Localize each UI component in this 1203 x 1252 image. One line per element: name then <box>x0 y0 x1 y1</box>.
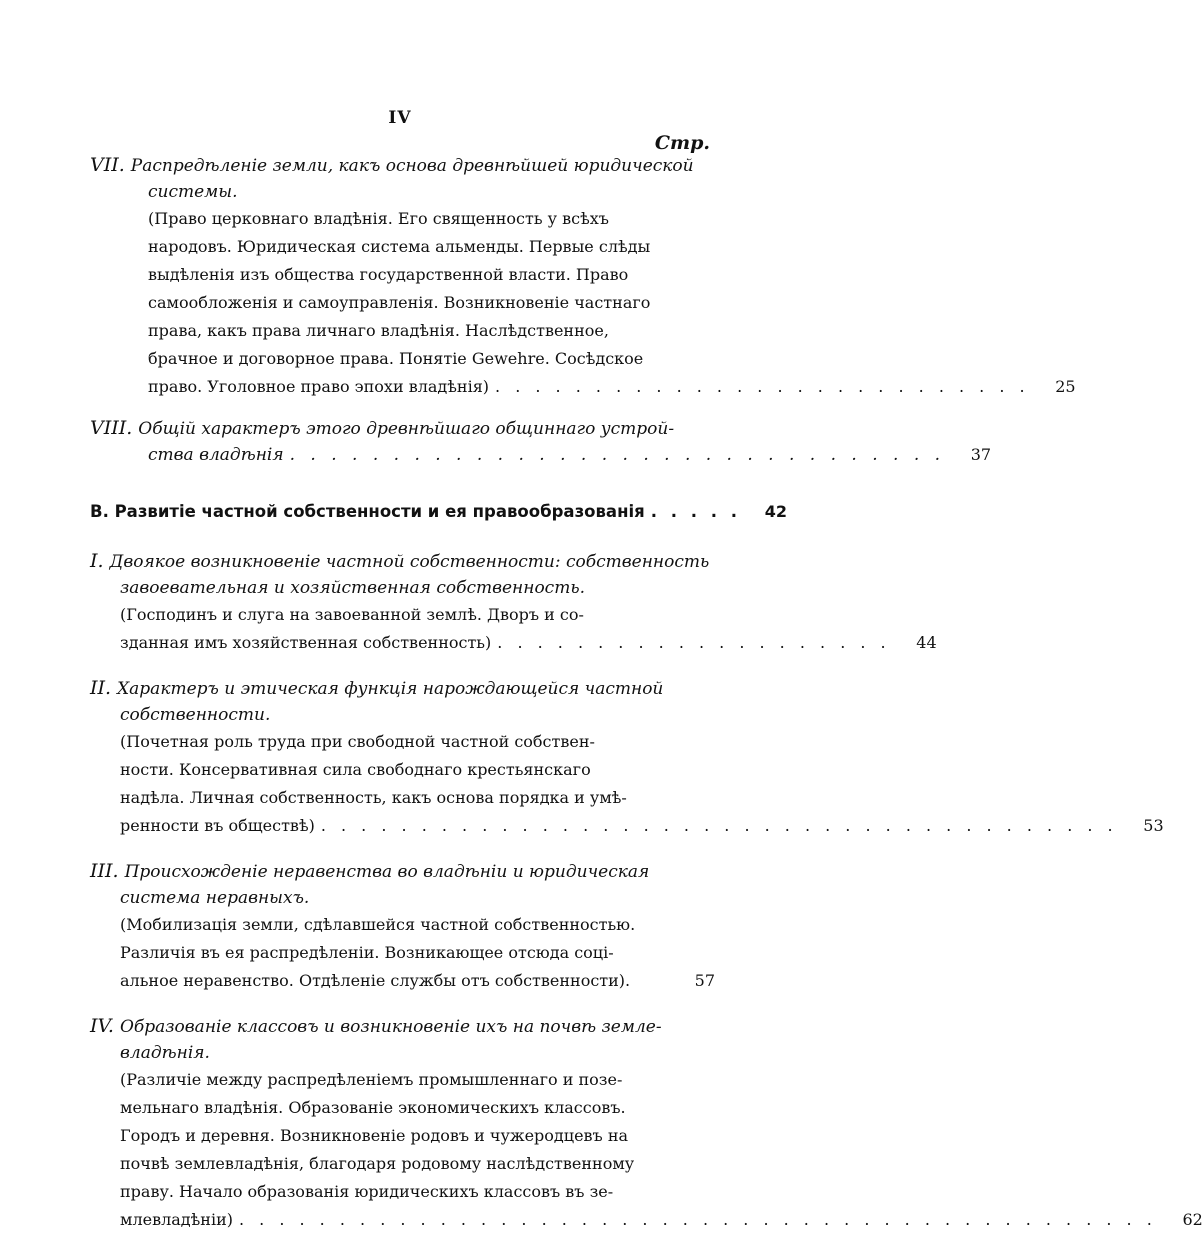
table-of-contents <box>90 152 1203 1252</box>
page-number: IV <box>388 108 412 128</box>
toc-entry-vii <box>90 152 1076 401</box>
page-reference: 62 <box>1182 1210 1203 1229</box>
toc-entry-title <box>90 548 715 575</box>
description-line: млевладѣніи) <box>120 1210 233 1229</box>
toc-entry-title <box>90 152 715 179</box>
toc-entry-title <box>90 858 715 885</box>
dotted-leader-line <box>120 967 715 995</box>
dotted-leader-line <box>148 442 992 468</box>
description-line: ренности въ обществѣ) <box>120 816 315 835</box>
page-column-label: Стр. <box>654 132 710 154</box>
dotted-leader-line <box>120 812 1164 840</box>
description-line: (Мобилизація земли, сдѣлавшейся частной собственностью. <box>120 915 636 934</box>
toc-entry-title-line: Двоякое возникновеніе частной собственности: собственность <box>109 552 710 572</box>
toc-entry-title-line: собственности. <box>120 705 271 725</box>
toc-entry-title-line: Общій характеръ этого древнѣйшаго общиннаго устрой- <box>138 419 675 439</box>
toc-entry-numeral: VII. <box>90 154 125 176</box>
description-line: право. Уголовное право эпохи владѣнія) <box>148 377 490 396</box>
toc-entry-numeral: III. <box>90 860 119 882</box>
toc-entry-numeral: I. <box>90 550 104 572</box>
description-line: альное неравенство. Отдѣленіе службы отъ собственности). <box>120 971 631 990</box>
description-line: зданная имъ хозяйственная собственность) <box>120 633 492 652</box>
dot-leader: . . . . . . . . . . . . . . . . . . . . <box>497 633 891 652</box>
description-line: (Господинъ и слуга на завоеванной землѣ. Дворъ и со- <box>120 605 584 624</box>
toc-entry-title-line: владѣнія. <box>120 1043 210 1063</box>
toc-entry-title-line: системы. <box>148 182 238 202</box>
dotted-leader-line <box>90 498 788 526</box>
page-reference: 57 <box>694 971 715 990</box>
toc-entry-title <box>90 1013 715 1040</box>
dot-leader: . . . . . . . . . . . . . . . . . . . . . . . . . . . <box>495 377 1030 396</box>
toc-entry-i <box>90 548 937 657</box>
dotted-leader-line <box>120 1206 1203 1234</box>
toc-entry-title-line: Образованіе классовъ и возникновеніе ихъ на почвѣ земле- <box>119 1017 662 1037</box>
dot-leader: . . . . . . . . . . . . . . . . . . . . . . . . . . . . . . . . . . . . . . . . <box>320 816 1118 835</box>
description-line: Городъ и деревня. Возникновеніе родовъ и чужеродцевъ на <box>120 1126 629 1145</box>
toc-entry-description <box>90 601 937 657</box>
dotted-leader-line <box>148 373 1076 401</box>
description-line: почвѣ землевладѣнія, благодаря родовому наслѣдственному <box>120 1154 635 1173</box>
toc-entry-numeral: IV. <box>90 1015 114 1037</box>
toc-entry-title-line: система неравныхъ. <box>120 888 310 908</box>
description-line: надѣла. Личная собственность, какъ основа порядка и умѣ- <box>120 788 627 807</box>
toc-entry-title-line: Происхожденіе неравенства во владѣніи и юридическая <box>124 862 650 882</box>
toc-entry-numeral: II. <box>90 677 112 699</box>
description-line: брачное и договорное права. Понятіе Gewehre. Сосѣдское <box>148 349 644 368</box>
description-line: ности. Консервативная сила свободнаго крестьянскаго <box>120 760 591 779</box>
description-line: мельнаго владѣнія. Образованіе экономическихъ классовъ. <box>120 1098 626 1117</box>
page-reference: 53 <box>1143 816 1164 835</box>
toc-entry-description <box>90 728 1164 840</box>
page-reference: 44 <box>916 633 937 652</box>
toc-entry-title <box>90 675 715 702</box>
toc-entry-numeral: VIII. <box>90 417 133 439</box>
description-line: самообложенія и самоуправленія. Возникновеніе частнаго <box>148 293 651 312</box>
toc-entry-viii <box>90 415 992 468</box>
toc-entry-ii <box>90 675 1164 840</box>
toc-entry-iv <box>90 1013 1203 1234</box>
toc-entry-description <box>90 1066 1203 1234</box>
page-reference: 42 <box>764 502 788 521</box>
toc-entry-title-line: ства владѣнія <box>148 445 284 465</box>
dot-leader: . . . . . . . . . . . . . . . . . . . . . . . . . . . . . . . . . . . . . . . . . . . . . . <box>238 1210 1157 1229</box>
toc-entry-title-line: завоевательная и хозяйственная собственность. <box>120 578 585 598</box>
dot-leader: . . . . . . . . . . . . . . . . . . . . . . . . . . . . . . . . <box>289 445 946 465</box>
description-line: (Право церковнаго владѣнія. Его священность у всѣхъ <box>148 209 609 228</box>
dot-leader: . . . . . <box>650 502 742 521</box>
description-line: праву. Начало образованія юридическихъ классовъ въ зе- <box>120 1182 614 1201</box>
page-reference: 25 <box>1055 377 1076 396</box>
description-line: народовъ. Юридическая система альменды. Первые слѣды <box>148 237 651 256</box>
toc-entry-description <box>90 911 715 995</box>
description-line: Различія въ ея распредѣленіи. Возникающее отсюда соці- <box>120 943 614 962</box>
description-line: выдѣленія изъ общества государственной власти. Право <box>148 265 629 284</box>
toc-entry-title <box>90 415 715 442</box>
toc-entry-iii <box>90 858 715 995</box>
toc-entry-description <box>90 205 1076 401</box>
toc-entry-title-line: Характеръ и этическая функція нарождающейся частной <box>117 679 664 699</box>
description-line: (Почетная роль труда при свободной частной собствен- <box>120 732 595 751</box>
description-line: (Различіе между распредѣленіемъ промышленнаго и позе- <box>120 1070 623 1089</box>
dotted-leader-line <box>120 629 937 657</box>
toc-entry-title-line: Распредѣленіе земли, какъ основа древнѣйшей юридической <box>130 156 694 176</box>
section-heading-b <box>90 498 788 526</box>
section-title: B. Развитіе частной собственности и ея правообразованія <box>90 502 645 521</box>
page-reference: 37 <box>970 445 992 464</box>
toc-entry-title-line-wrap <box>90 442 992 468</box>
description-line: права, какъ права личнаго владѣнія. Наслѣдственное, <box>148 321 609 340</box>
